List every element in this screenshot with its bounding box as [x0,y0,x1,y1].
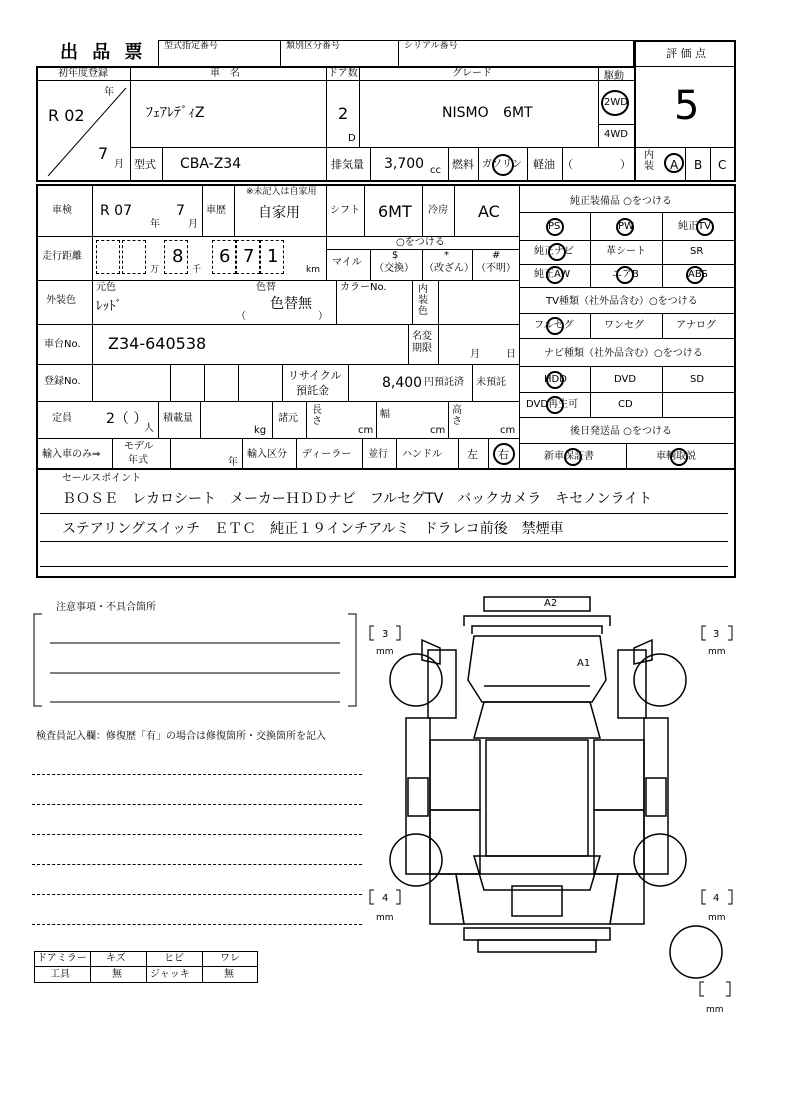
recycle-unpaid: 未預託 [476,377,506,388]
height-unit: cm [500,425,516,436]
tire-rl-mm: mm [376,913,394,923]
name-change-day: 日 [506,349,516,360]
fuel-label: 燃料 [452,158,474,171]
mileage-digit-2: 7 [243,246,255,267]
tire-spare-mm: mm [706,1005,724,1015]
navi-hdd-circle [546,371,564,389]
load-unit: kg [254,425,267,436]
caution-label: 注意事項・不具合箇所 [56,602,156,613]
later-warranty-circle [564,448,582,466]
capacity-label: 定員 [52,413,72,424]
inspector-label: 検査員記入欄：修復歴「有」の場合は修復箇所・交換箇所を記入 [36,731,326,742]
car-diagram [360,590,750,1020]
equip-aw: 純正AW [534,269,571,280]
tire-rl-value: 4 [382,893,389,904]
equip-pw-circle [616,218,634,236]
navi-dvd-play-circle [546,396,564,414]
category-label: 類別区分番号 [286,41,341,51]
equip-tv-circle [696,218,714,236]
drive-2wd-circle [601,90,629,116]
exchange-label: （交換） [374,263,414,274]
tire-fr-value: 3 [713,629,720,640]
sales-points-label: セールスポイント [62,473,142,484]
dealer-label: ディーラー [302,449,352,460]
repaint-paren-close: ） [318,311,328,322]
navi-title: ナビ種類（社外品含む）○をつける [544,348,703,359]
diagram-label-a2: A2 [544,598,558,609]
shift-label: シフト [330,205,360,216]
orig-color-label: 元色 [96,282,116,293]
navi-sd: SD [690,374,705,385]
tv-fullseg-circle [546,317,564,335]
height-label: 高さ [452,405,462,427]
car-name-label: 車 名 [210,68,240,79]
mileage-unit-km: km [306,265,320,275]
history: 自家用 [258,205,300,221]
mileage-man: 8 [172,246,184,267]
equip-abs: ABS [688,269,708,280]
cond-header-break: ワレ [220,953,240,964]
sales-points-line2: ステアリングスイッチ ＥＴＣ 純正１９インチアルミ ドラレコ前後 禁煙車 [62,521,564,537]
header-codes-box [158,40,634,68]
capacity-unit: 人 [144,423,154,434]
inspector-line-2 [32,804,362,805]
later-title: 後日発送品 ○をつける [570,426,672,437]
right-circle [493,443,515,465]
later-manual-circle [670,448,688,466]
manufacturer-label: 諸元 [278,413,298,424]
color-no-label: カラーNo. [340,282,387,293]
length-unit: cm [358,425,374,436]
mileage-box-2 [122,240,146,274]
grade-score: 5 [674,83,700,129]
grade-label: グレード [452,68,492,79]
mileage-box-1 [96,240,120,274]
tamper-label: （改ざん） [424,263,474,274]
serial-label: シリアル番号 [404,41,458,51]
interior-a-circle [664,153,684,173]
tv-oneseg: ワンセグ [604,320,644,331]
equip-ps: PS [548,221,561,232]
model: CBA-Z34 [180,156,242,172]
equip-airbag: エアB [612,269,639,280]
ac-label: 冷房 [428,205,448,216]
cond-header-scratch: キズ [106,953,126,964]
drive-2wd: 2WD [604,97,628,108]
drive-4wd: 4WD [604,129,628,140]
cond-row-label: 工具 [50,969,70,980]
cond-header-crack: ヒビ [164,953,184,964]
repaint-paren-open: （ [236,311,246,322]
width-label: 幅 [380,409,390,420]
later-manual: 車輌取説 [656,451,696,462]
first-reg-year-unit: 年 [104,87,114,98]
tire-rr-value: 4 [713,893,720,904]
unknown-label: （不明） [476,263,516,274]
doors-type: D [348,133,356,144]
equip-leather: 革シート [606,246,646,257]
interior-a: A [670,158,679,172]
orig-color: ﾚｯﾄﾞ [96,299,122,314]
chassis-label: 車台No. [44,339,81,350]
tire-rr-mm: mm [708,913,726,923]
inspector-line-1 [32,774,362,775]
interior-color-label: 内装色 [418,284,428,317]
cond-row-value-2: ジャッキ [150,969,190,980]
type-approval-label: 型式指定番号 [164,41,219,51]
navi-dvd: DVD [614,374,637,385]
recycle-status: 円預託済 [424,377,464,388]
unknown-sym: # [492,250,501,261]
circle-note: ○をつける [396,237,445,248]
equip-abs-circle [686,266,704,284]
navi-dvd-play: DVD再生可 [526,399,579,410]
capacity: 2（ ） [106,411,148,427]
fuel-paren-close: ） [620,158,631,171]
equip-navi: 純正ナビ [534,246,574,257]
model-year-label-1: モデル [124,441,154,452]
interior-label: 内装 [644,150,654,172]
mileage-digit-3: 1 [267,246,279,267]
shaken-month: 7 [176,203,185,219]
doors-label: ドア数 [328,68,358,79]
parallel-label: 並行 [368,449,388,460]
equip-tv: 純正TV [678,221,711,232]
mileage-label: 走行距離 [42,251,82,262]
import-type-label: 輸入区分 [247,449,287,460]
cc-unit: cc [430,165,441,176]
inspector-line-4 [32,864,362,865]
shift: 6MT [378,202,412,221]
left-label: 左 [467,448,478,461]
mileage-unit-man: 万 [150,265,160,275]
cond-row-value-1: 無 [112,969,122,980]
drive-label: 駆動 [604,71,624,82]
later-warranty: 新車保証書 [544,451,594,462]
first-reg-label: 初年度登録 [58,68,108,79]
displacement-label: 排気量 [331,158,364,171]
tv-title: TV種類（社外品含む）○をつける [546,296,698,307]
equip-aw-circle [546,266,564,284]
doors: 2 [338,104,349,123]
equip-ps-circle [546,218,564,236]
repaint: 色替無 [270,296,312,312]
interior-b: B [694,158,703,172]
history-label: 車歴 [206,205,226,216]
diagram-label-a1: A1 [577,658,591,669]
navi-hdd: HDD [544,374,567,385]
fuel-gasoline-circle [492,154,514,176]
shaken-year-unit: 年 [150,219,160,230]
navi-cd: CD [618,399,633,410]
grade-value: NISMO 6MT [442,105,533,121]
tv-analog: アナログ [676,320,716,331]
first-reg-month: 7 [98,144,109,163]
tamper-sym: * [444,250,449,261]
cond-row-value-3: 無 [224,969,234,980]
mileage-digit-1: 6 [219,246,231,267]
equip-airbag-circle [616,266,634,284]
interior-c: C [718,158,727,172]
chassis: Z34-640538 [108,334,207,353]
page-title: 出 品 票 [60,42,147,63]
shaken-label: 車検 [52,205,72,216]
shaken-era: R 07 [100,203,132,219]
caution-bracket [30,610,360,710]
load-label: 積載量 [163,413,193,424]
tire-fl-value: 3 [382,629,389,640]
width-unit: cm [430,425,446,436]
recycle-amount: 8,400 [382,375,423,391]
first-reg-month-unit: 月 [114,159,124,170]
fuel-diesel: 軽油 [533,158,555,171]
recycle-label-2: 預託金 [296,384,329,397]
grade-score-label: 評 価 点 [666,47,706,60]
model-year-unit: 年 [228,457,238,468]
inspector-line-5 [32,894,362,895]
model-year-label-2: 年式 [128,455,148,466]
equipment-title: 純正装備品 ○をつける [570,196,672,207]
car-name: ﾌｪｱﾚﾃﾞｨZ [146,105,205,121]
equip-pw: PW [618,221,634,232]
name-change-label: 名変期限 [412,331,432,354]
exchange-sym: $ [392,250,399,261]
shaken-month-unit: 月 [188,219,198,230]
tire-fl-mm: mm [376,647,394,657]
equip-navi-circle [548,243,566,261]
first-reg-era: R 02 [48,106,85,125]
fuel-gasoline: ガソリン [482,159,522,170]
import-label: 輸入車のみ⇒ [42,449,101,460]
color-label: 外装色 [46,295,76,306]
equip-sr: SR [690,246,704,257]
right-label: 右 [498,448,509,461]
fuel-paren-open: （ [562,158,573,171]
tv-fullseg: フルセグ [534,320,574,331]
length-label: 長さ [312,405,322,427]
model-label: 型式 [134,158,156,171]
mileage-unit-sen: 千 [192,265,202,275]
tire-fr-mm: mm [708,647,726,657]
mile-label: マイル [332,257,362,268]
reg-no-label: 登録No. [44,376,81,387]
repaint-label: 色替 [256,282,276,293]
name-change-month: 月 [470,349,480,360]
sales-points-line1: ＢＯＳＥ レカロシート メーカーＨＤＤナビ フルセグTV バックカメラ キセノンライト [62,491,653,507]
recycle-label-1: リサイクル [288,369,342,382]
cond-header-mirror: ドアミラー [37,953,87,964]
displacement: 3,700 [384,156,425,172]
inspector-line-3 [32,834,362,835]
history-note: ※未記入は自家用 [246,187,317,197]
ac: AC [478,202,500,221]
inspector-line-6 [32,924,362,925]
handle-label: ハンドル [402,449,442,460]
